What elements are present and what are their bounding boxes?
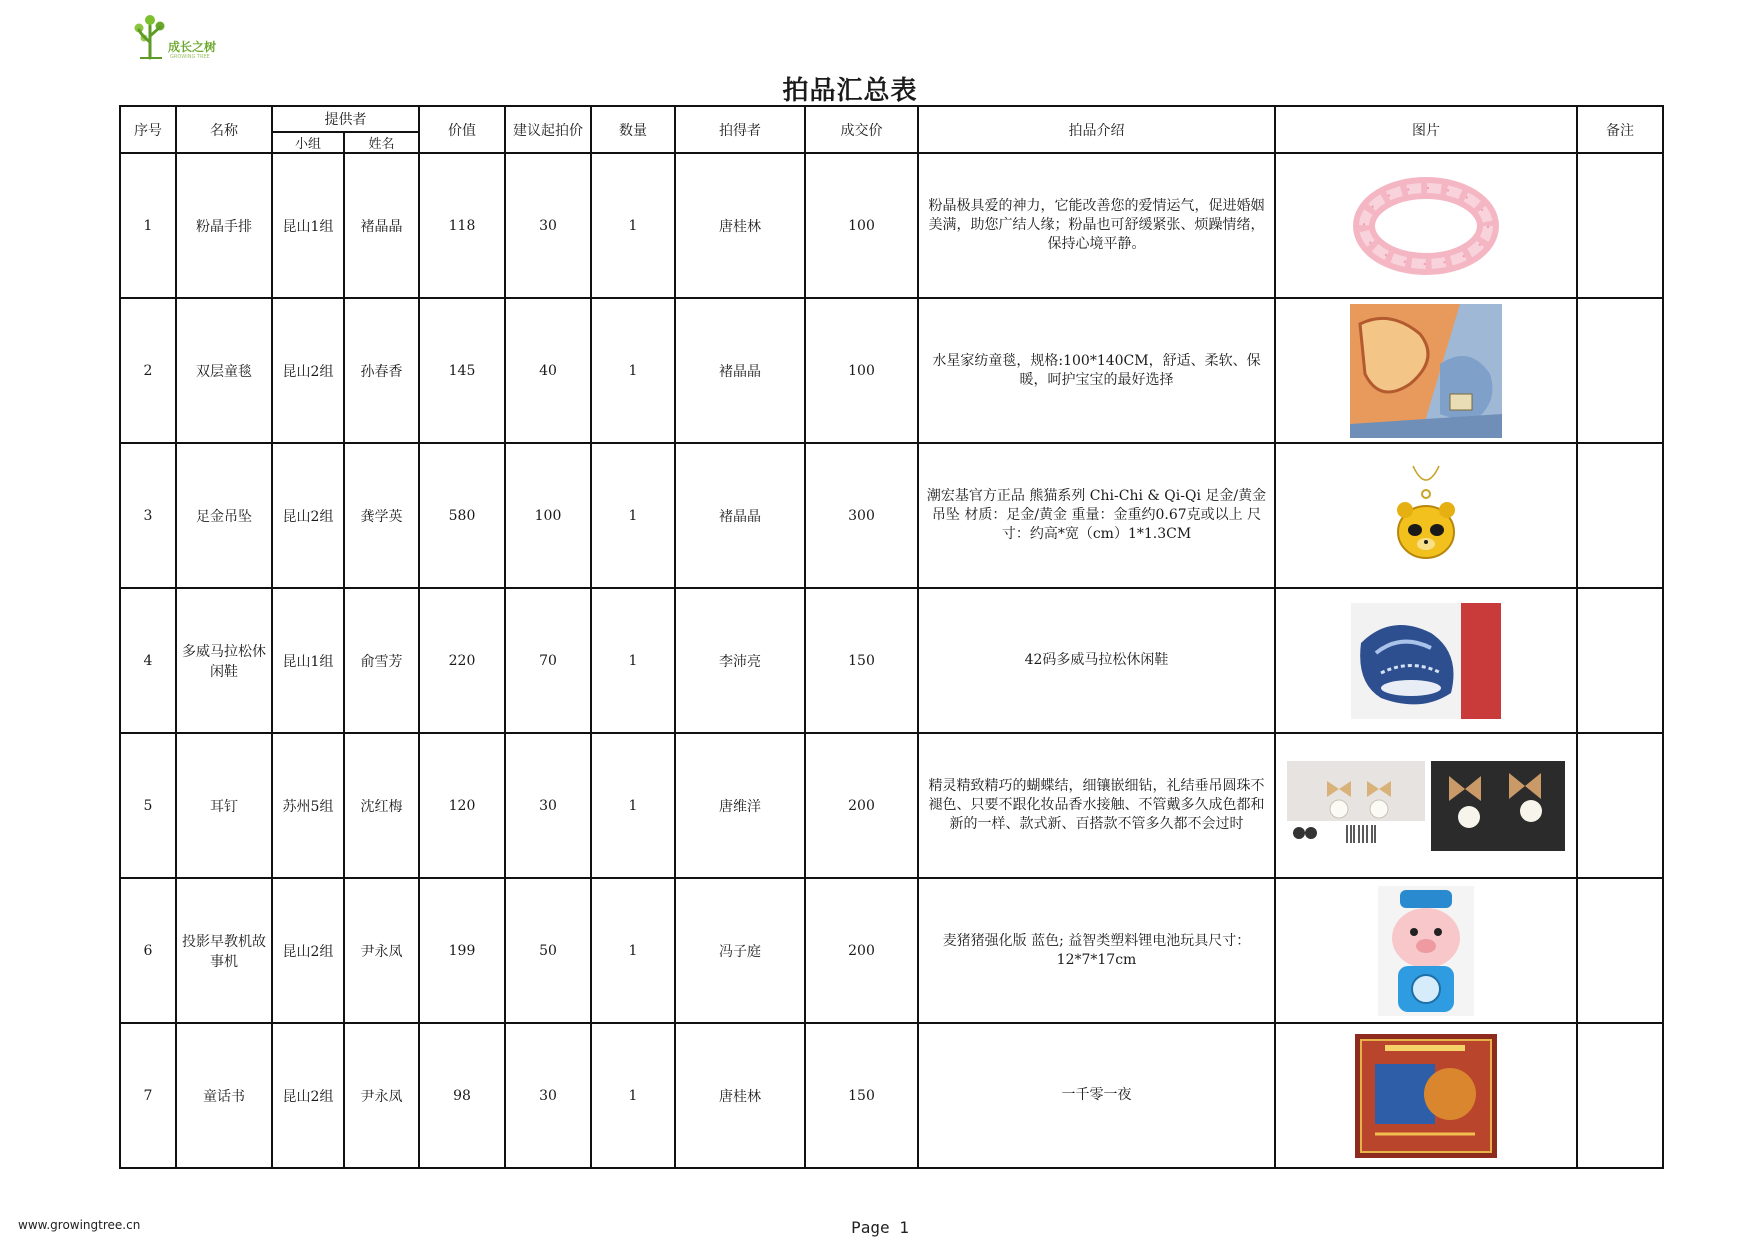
cell-start-price: 70 bbox=[505, 588, 591, 733]
table-row bbox=[120, 878, 1663, 1023]
cell-picture bbox=[1275, 733, 1577, 878]
table-row bbox=[120, 1023, 1663, 1168]
cell-index: 1 bbox=[120, 153, 176, 298]
page-title: 拍品汇总表 bbox=[782, 76, 918, 106]
cell-quantity: 1 bbox=[591, 878, 675, 1023]
cell-name: 童话书 bbox=[176, 1023, 272, 1168]
earrings-card-image bbox=[1287, 761, 1425, 851]
cell-intro: 潮宏基官方正品 熊猫系列 Chi-Chi & Qi-Qi 足金/黄金吊坠 材质：足金/黄金 重量：金重约0.67克或以上 尺寸：约高*宽（cm）1*1.3CM bbox=[918, 443, 1275, 588]
cell-name: 双层童毯 bbox=[176, 298, 272, 443]
cell-remark bbox=[1577, 733, 1663, 878]
logo-name: 成长之树 bbox=[168, 40, 217, 54]
cell-start-price: 50 bbox=[505, 878, 591, 1023]
cell-index: 4 bbox=[120, 588, 176, 733]
header-remark: 备注 bbox=[1577, 106, 1663, 153]
cell-intro: 42码多威马拉松休闲鞋 bbox=[918, 588, 1275, 733]
header-value: 价值 bbox=[419, 106, 505, 153]
cell-name: 多威马拉松休闲鞋 bbox=[176, 588, 272, 733]
cell-group: 苏州5组 bbox=[272, 733, 344, 878]
cell-buyer: 唐桂林 bbox=[675, 1023, 805, 1168]
pink-crystal-bracelet-image bbox=[1351, 171, 1501, 281]
cell-name: 足金吊坠 bbox=[176, 443, 272, 588]
header-start-price: 建议起拍价 bbox=[505, 106, 591, 153]
cell-buyer: 褚晶晶 bbox=[675, 298, 805, 443]
cell-remark bbox=[1577, 1023, 1663, 1168]
cell-value: 120 bbox=[419, 733, 505, 878]
cell-intro: 一千零一夜 bbox=[918, 1023, 1275, 1168]
gold-panda-pendant-image bbox=[1391, 464, 1461, 568]
cell-group: 昆山2组 bbox=[272, 878, 344, 1023]
cell-name: 耳钉 bbox=[176, 733, 272, 878]
pig-story-machine-image bbox=[1378, 886, 1474, 1016]
cell-index: 7 bbox=[120, 1023, 176, 1168]
cell-index: 3 bbox=[120, 443, 176, 588]
cell-quantity: 1 bbox=[591, 588, 675, 733]
cell-person: 尹永凤 bbox=[344, 878, 419, 1023]
header-quantity: 数量 bbox=[591, 106, 675, 153]
cell-deal-price: 150 bbox=[805, 1023, 918, 1168]
cell-deal-price: 200 bbox=[805, 878, 918, 1023]
cell-group: 昆山2组 bbox=[272, 443, 344, 588]
cell-value: 118 bbox=[419, 153, 505, 298]
cell-start-price: 30 bbox=[505, 153, 591, 298]
cell-quantity: 1 bbox=[591, 153, 675, 298]
cell-value: 580 bbox=[419, 443, 505, 588]
header-deal-price: 成交价 bbox=[805, 106, 918, 153]
cell-person: 尹永凤 bbox=[344, 1023, 419, 1168]
cell-person: 龚学英 bbox=[344, 443, 419, 588]
table-row bbox=[120, 443, 1663, 588]
cell-deal-price: 100 bbox=[805, 298, 918, 443]
cell-name: 粉晶手排 bbox=[176, 153, 272, 298]
cell-remark bbox=[1577, 153, 1663, 298]
cell-quantity: 1 bbox=[591, 1023, 675, 1168]
storybook-image bbox=[1355, 1034, 1497, 1158]
cell-intro: 精灵精致精巧的蝴蝶结，细镶嵌细钻，礼结垂吊圆珠不褪色、只要不跟化妆品香水接触、不管戴多久成色都和新的一样、款式新、百搭款不管多久都不会过时 bbox=[918, 733, 1275, 878]
cell-value: 220 bbox=[419, 588, 505, 733]
cell-person: 孙春香 bbox=[344, 298, 419, 443]
cell-buyer: 唐桂林 bbox=[675, 153, 805, 298]
cell-person: 沈红梅 bbox=[344, 733, 419, 878]
cell-value: 145 bbox=[419, 298, 505, 443]
cell-start-price: 100 bbox=[505, 443, 591, 588]
cell-value: 98 bbox=[419, 1023, 505, 1168]
header-buyer: 拍得者 bbox=[675, 106, 805, 153]
header-group: 小组 bbox=[272, 132, 344, 153]
cell-person: 褚晶晶 bbox=[344, 153, 419, 298]
cell-start-price: 40 bbox=[505, 298, 591, 443]
cell-index: 5 bbox=[120, 733, 176, 878]
table-row bbox=[120, 733, 1663, 878]
cell-person: 俞雪芳 bbox=[344, 588, 419, 733]
cell-start-price: 30 bbox=[505, 1023, 591, 1168]
auction-items-table bbox=[119, 105, 1664, 1169]
cell-picture bbox=[1275, 153, 1577, 298]
cell-picture bbox=[1275, 878, 1577, 1023]
logo bbox=[130, 14, 240, 66]
cell-quantity: 1 bbox=[591, 443, 675, 588]
header-picture: 图片 bbox=[1275, 106, 1577, 153]
cell-deal-price: 200 bbox=[805, 733, 918, 878]
header-person: 姓名 bbox=[344, 132, 419, 153]
logo-sub: GROWING TREE bbox=[170, 54, 210, 60]
cell-index: 2 bbox=[120, 298, 176, 443]
header-name: 名称 bbox=[176, 106, 272, 153]
cell-remark bbox=[1577, 443, 1663, 588]
cell-buyer: 唐维洋 bbox=[675, 733, 805, 878]
cell-remark bbox=[1577, 878, 1663, 1023]
cell-intro: 粉晶极具爱的神力，它能改善您的爱情运气，促进婚姻美满，助您广结人缘；粉晶也可舒缓紧张、烦躁情绪，保持心境平静。 bbox=[918, 153, 1275, 298]
footer-page-number: Page 1 bbox=[851, 1218, 909, 1237]
cell-group: 昆山1组 bbox=[272, 588, 344, 733]
header-row bbox=[120, 106, 1663, 132]
cell-picture bbox=[1275, 1023, 1577, 1168]
header-intro: 拍品介绍 bbox=[918, 106, 1275, 153]
cell-group: 昆山2组 bbox=[272, 1023, 344, 1168]
cell-picture bbox=[1275, 298, 1577, 443]
earrings-closeup-image bbox=[1431, 761, 1565, 851]
table-row bbox=[120, 153, 1663, 298]
cell-deal-price: 150 bbox=[805, 588, 918, 733]
cell-quantity: 1 bbox=[591, 298, 675, 443]
cell-start-price: 30 bbox=[505, 733, 591, 878]
cell-deal-price: 100 bbox=[805, 153, 918, 298]
table-row bbox=[120, 588, 1663, 733]
cell-intro: 水星家纺童毯，规格:100*140CM，舒适、柔软、保暖，呵护宝宝的最好选择 bbox=[918, 298, 1275, 443]
cell-picture bbox=[1275, 443, 1577, 588]
cell-remark bbox=[1577, 298, 1663, 443]
cell-picture bbox=[1275, 588, 1577, 733]
cell-deal-price: 300 bbox=[805, 443, 918, 588]
header-index: 序号 bbox=[120, 106, 176, 153]
cell-buyer: 冯子庭 bbox=[675, 878, 805, 1023]
cell-intro: 麦猪猪强化版 蓝色; 益智类塑料锂电池玩具尺寸：12*7*17cm bbox=[918, 878, 1275, 1023]
header-provider: 提供者 bbox=[272, 106, 419, 132]
tree-logo-icon bbox=[130, 14, 170, 62]
footer-site: www.growingtree.cn bbox=[18, 1218, 141, 1232]
cell-buyer: 褚晶晶 bbox=[675, 443, 805, 588]
cell-index: 6 bbox=[120, 878, 176, 1023]
cell-quantity: 1 bbox=[591, 733, 675, 878]
cell-name: 投影早教机故事机 bbox=[176, 878, 272, 1023]
cell-value: 199 bbox=[419, 878, 505, 1023]
cell-group: 昆山2组 bbox=[272, 298, 344, 443]
child-blanket-image bbox=[1350, 304, 1502, 438]
running-shoes-image bbox=[1351, 603, 1501, 719]
table-row bbox=[120, 298, 1663, 443]
cell-remark bbox=[1577, 588, 1663, 733]
cell-group: 昆山1组 bbox=[272, 153, 344, 298]
cell-buyer: 李沛亮 bbox=[675, 588, 805, 733]
